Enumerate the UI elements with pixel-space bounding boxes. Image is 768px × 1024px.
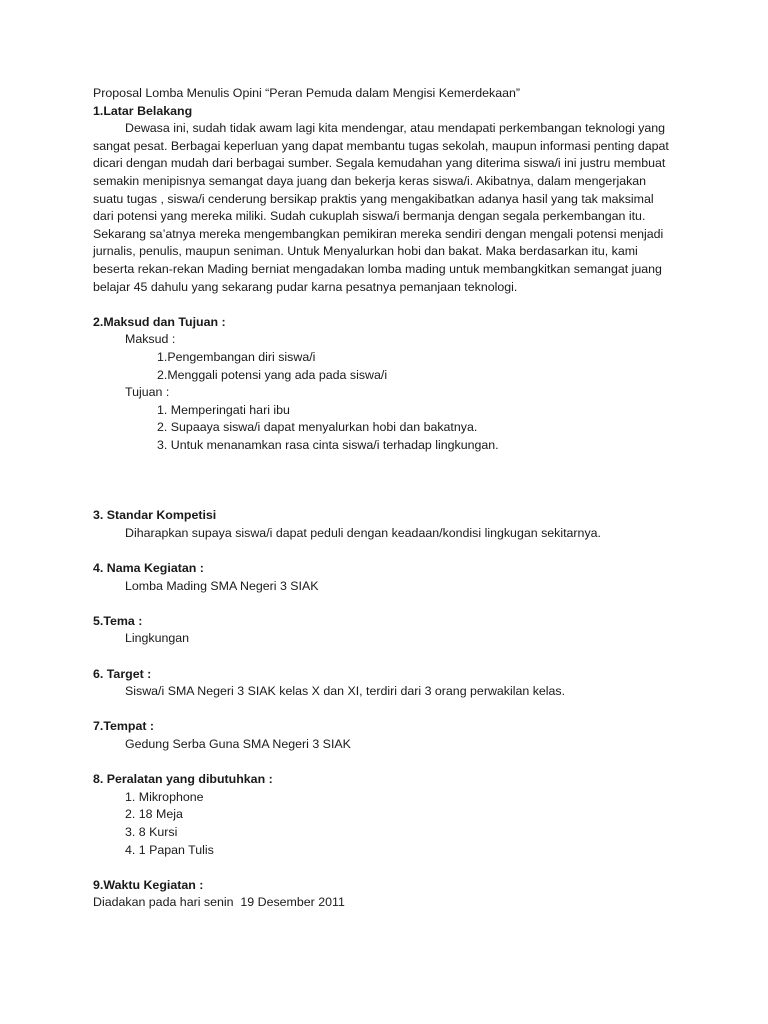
tujuan-list — [93, 402, 673, 455]
section-heading-tema: 5.Tema : — [93, 613, 143, 628]
list-item: 3. 8 Kursi — [125, 824, 178, 839]
section-heading-target: 6. Target : — [93, 666, 152, 681]
list-item: 2.Menggali potensi yang ada pada siswa/i — [157, 367, 388, 382]
tema-text: Lingkungan — [125, 631, 190, 646]
spacer — [93, 754, 673, 772]
tujuan-label: Tujuan : — [125, 385, 170, 400]
section-heading-standar-kompetisi: 3. Standar Kompetisi — [93, 508, 217, 523]
list-item: 3. Untuk menanamkan rasa cinta siswa/i terhadap lingkungan. — [157, 437, 499, 452]
target-text: Siswa/i SMA Negeri 3 SIAK kelas X dan XI, terdiri dari 3 orang perwakilan kelas. — [125, 684, 566, 699]
spacer — [93, 454, 673, 507]
spacer — [93, 595, 673, 613]
section-heading-nama-kegiatan: 4. Nama Kegiatan : — [93, 561, 204, 576]
document-body — [93, 85, 673, 912]
standar-kompetisi-text: Diharapkan supaya siswa/i dapat peduli dengan keadaan/kondisi lingkugan sekitarnya. — [125, 525, 601, 540]
spacer — [93, 648, 673, 666]
section-heading-waktu-kegiatan: 9.Waktu Kegiatan : — [93, 877, 204, 892]
list-item: 1. Memperingati hari ibu — [157, 402, 290, 417]
list-item: 2. 18 Meja — [125, 807, 183, 822]
waktu-kegiatan-text: Diadakan pada hari senin 19 Desember 2011 — [93, 895, 345, 910]
spacer — [93, 859, 673, 877]
tempat-text: Gedung Serba Guna SMA Negeri 3 SIAK — [125, 736, 351, 751]
peralatan-list — [93, 789, 673, 859]
spacer — [93, 542, 673, 560]
list-item: 1.Pengembangan diri siswa/i — [157, 349, 316, 364]
spacer — [93, 701, 673, 719]
section-heading-latar-belakang: 1.Latar Belakang — [93, 103, 193, 118]
document-title: Proposal Lomba Menulis Opini “Peran Pemuda dalam Mengisi Kemerdekaan” — [93, 86, 521, 100]
list-item: 4. 1 Papan Tulis — [125, 842, 214, 857]
list-item: 1. Mikrophone — [125, 789, 204, 804]
nama-kegiatan-text: Lomba Mading SMA Negeri 3 SIAK — [125, 578, 319, 593]
section-heading-tempat: 7.Tempat : — [93, 719, 155, 734]
maksud-list — [93, 349, 673, 384]
spacer — [93, 296, 673, 314]
section-heading-peralatan: 8. Peralatan yang dibutuhkan : — [93, 772, 273, 787]
latar-belakang-paragraph: Dewasa ini, sudah tidak awam lagi kita mendengar, atau mendapati perkembangan teknologi yang sangat pesat. Berbagai keperluan yang dapat membantu tugas sekolah, maupun informasi penting dapat dicari dengan mudah dari berbagai sumber. Segala kemudahan yang diterima siswa/i ini justru membuat semakin menipisnya semangat daya juang dan bekerja keras siswa/i. Akibatnya, dalam mengerjakan suatu tugas , siswa/i cenderung bersikap praktis yang mengakibatkan adanya hasil yang tak maksimal dari potensi yang mereka miliki. Sudah cukuplah siswa/i bermanja dengan segala perkembangan itu. Sekarang sa’atnya mereka mengembangkan pemikiran mereka sendiri dengan mengali potensi menjadi jurnalis, penulis, maupun seniman. Untuk Menyalurkan hobi dan bakat. Maka berdasarkan itu, kami beserta rekan-rekan Mading berniat mengadakan lomba mading untuk membangkitkan semangat juang belajar 45 dahulu yang sekarang pudar karna pesatnya pemanjaan teknologi. — [93, 121, 669, 294]
section-heading-maksud-tujuan: 2.Maksud dan Tujuan : — [93, 314, 226, 329]
maksud-label: Maksud : — [125, 332, 176, 347]
list-item: 2. Supaaya siswa/i dapat menyalurkan hobi dan bakatnya. — [157, 420, 478, 435]
